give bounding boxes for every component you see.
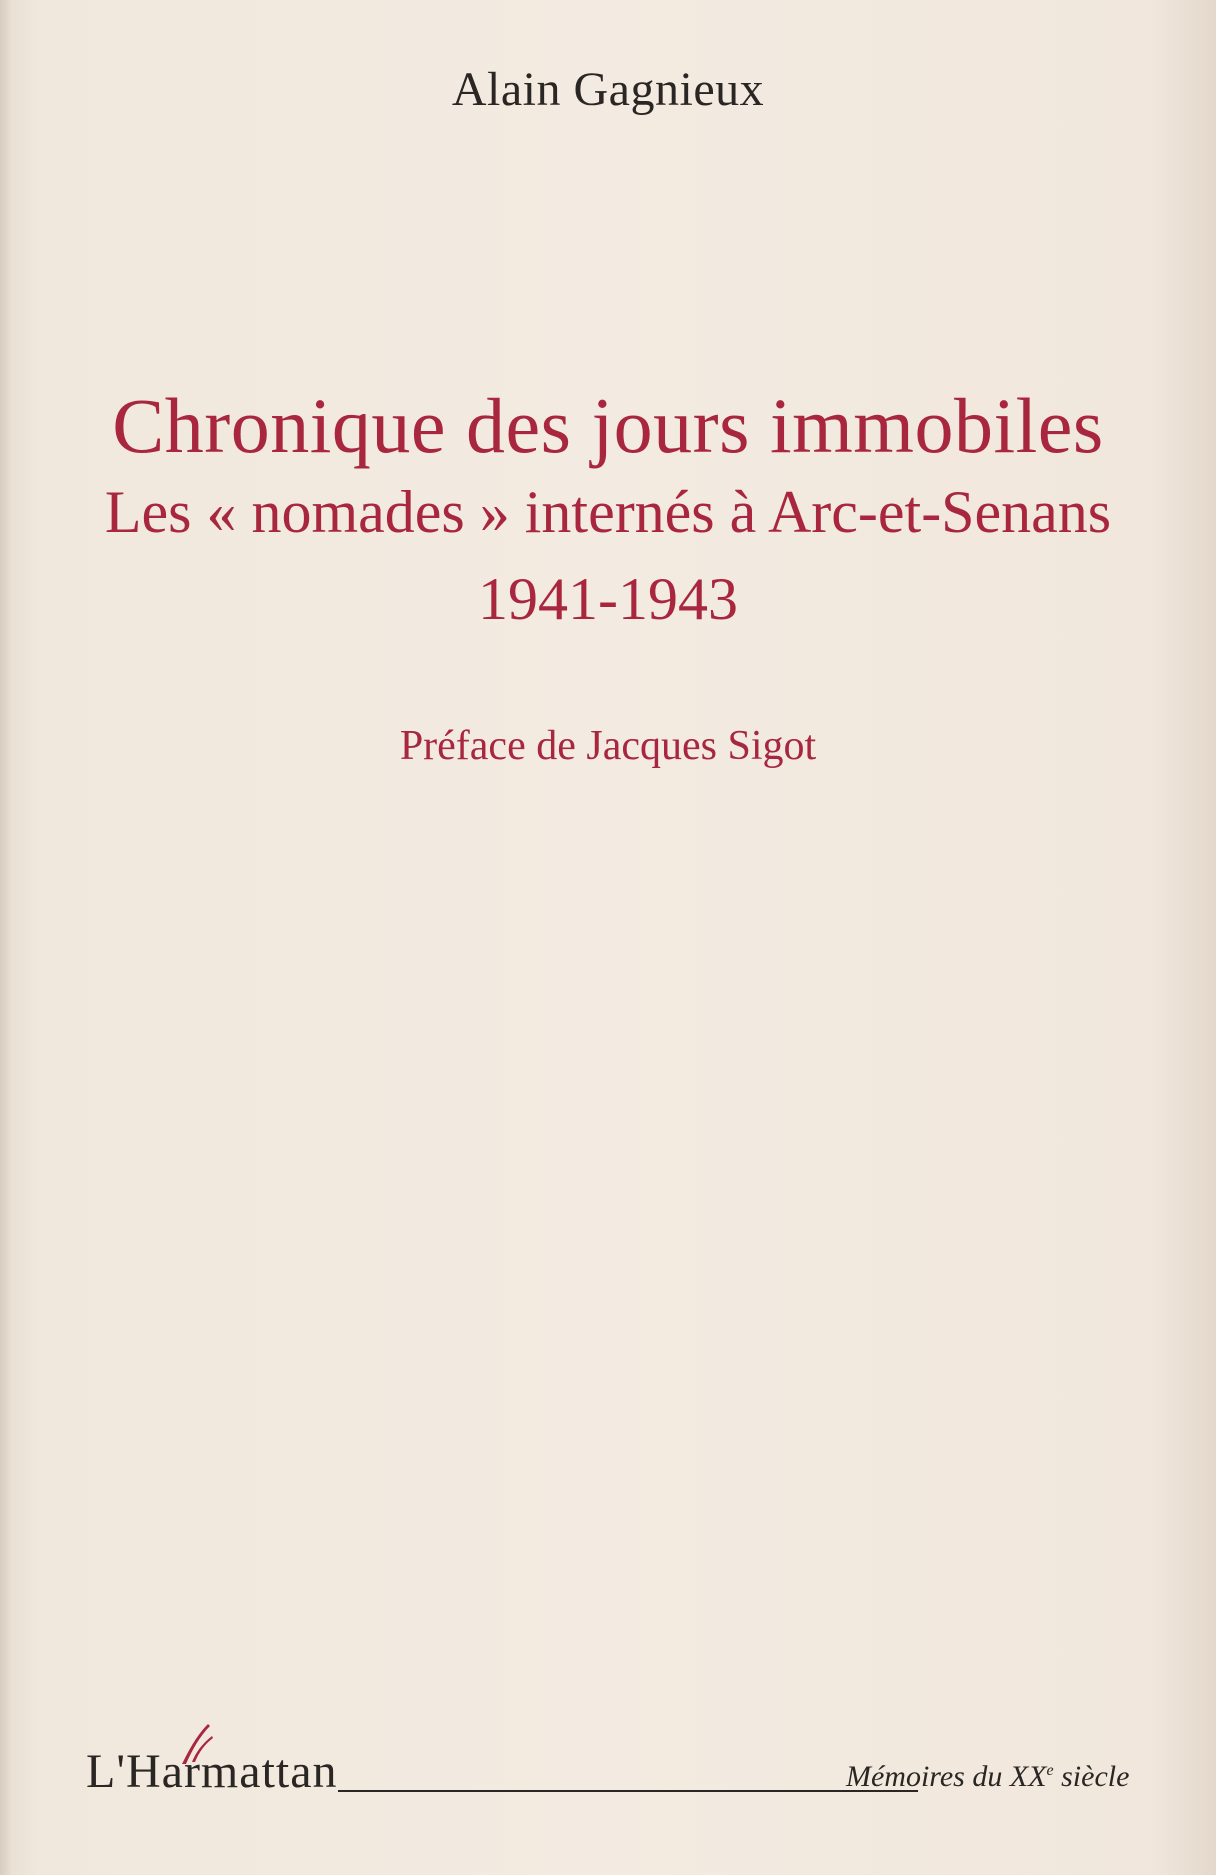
series-name (846, 1760, 1129, 1794)
publisher-name: L'Harmattan (86, 1745, 338, 1798)
series-prefix: Mémoires du XX (846, 1760, 1047, 1793)
author-name: Alain Gagnieux (451, 63, 765, 116)
footer-rule (338, 1790, 918, 1792)
title-block (0, 378, 1216, 644)
series-superscript: e (1046, 1762, 1054, 1779)
series-suffix: siècle (1053, 1760, 1130, 1793)
book-subtitle: Les « nomades » internés à Arc-et-Senans (104, 479, 1112, 545)
cover-footer (86, 1730, 1166, 1810)
book-years: 1941-1943 (478, 566, 738, 632)
book-title: Chronique des jours immobiles (112, 382, 1104, 469)
preface-credit: Préface de Jacques Sigot (399, 723, 817, 769)
spine-edge (0, 0, 14, 1875)
